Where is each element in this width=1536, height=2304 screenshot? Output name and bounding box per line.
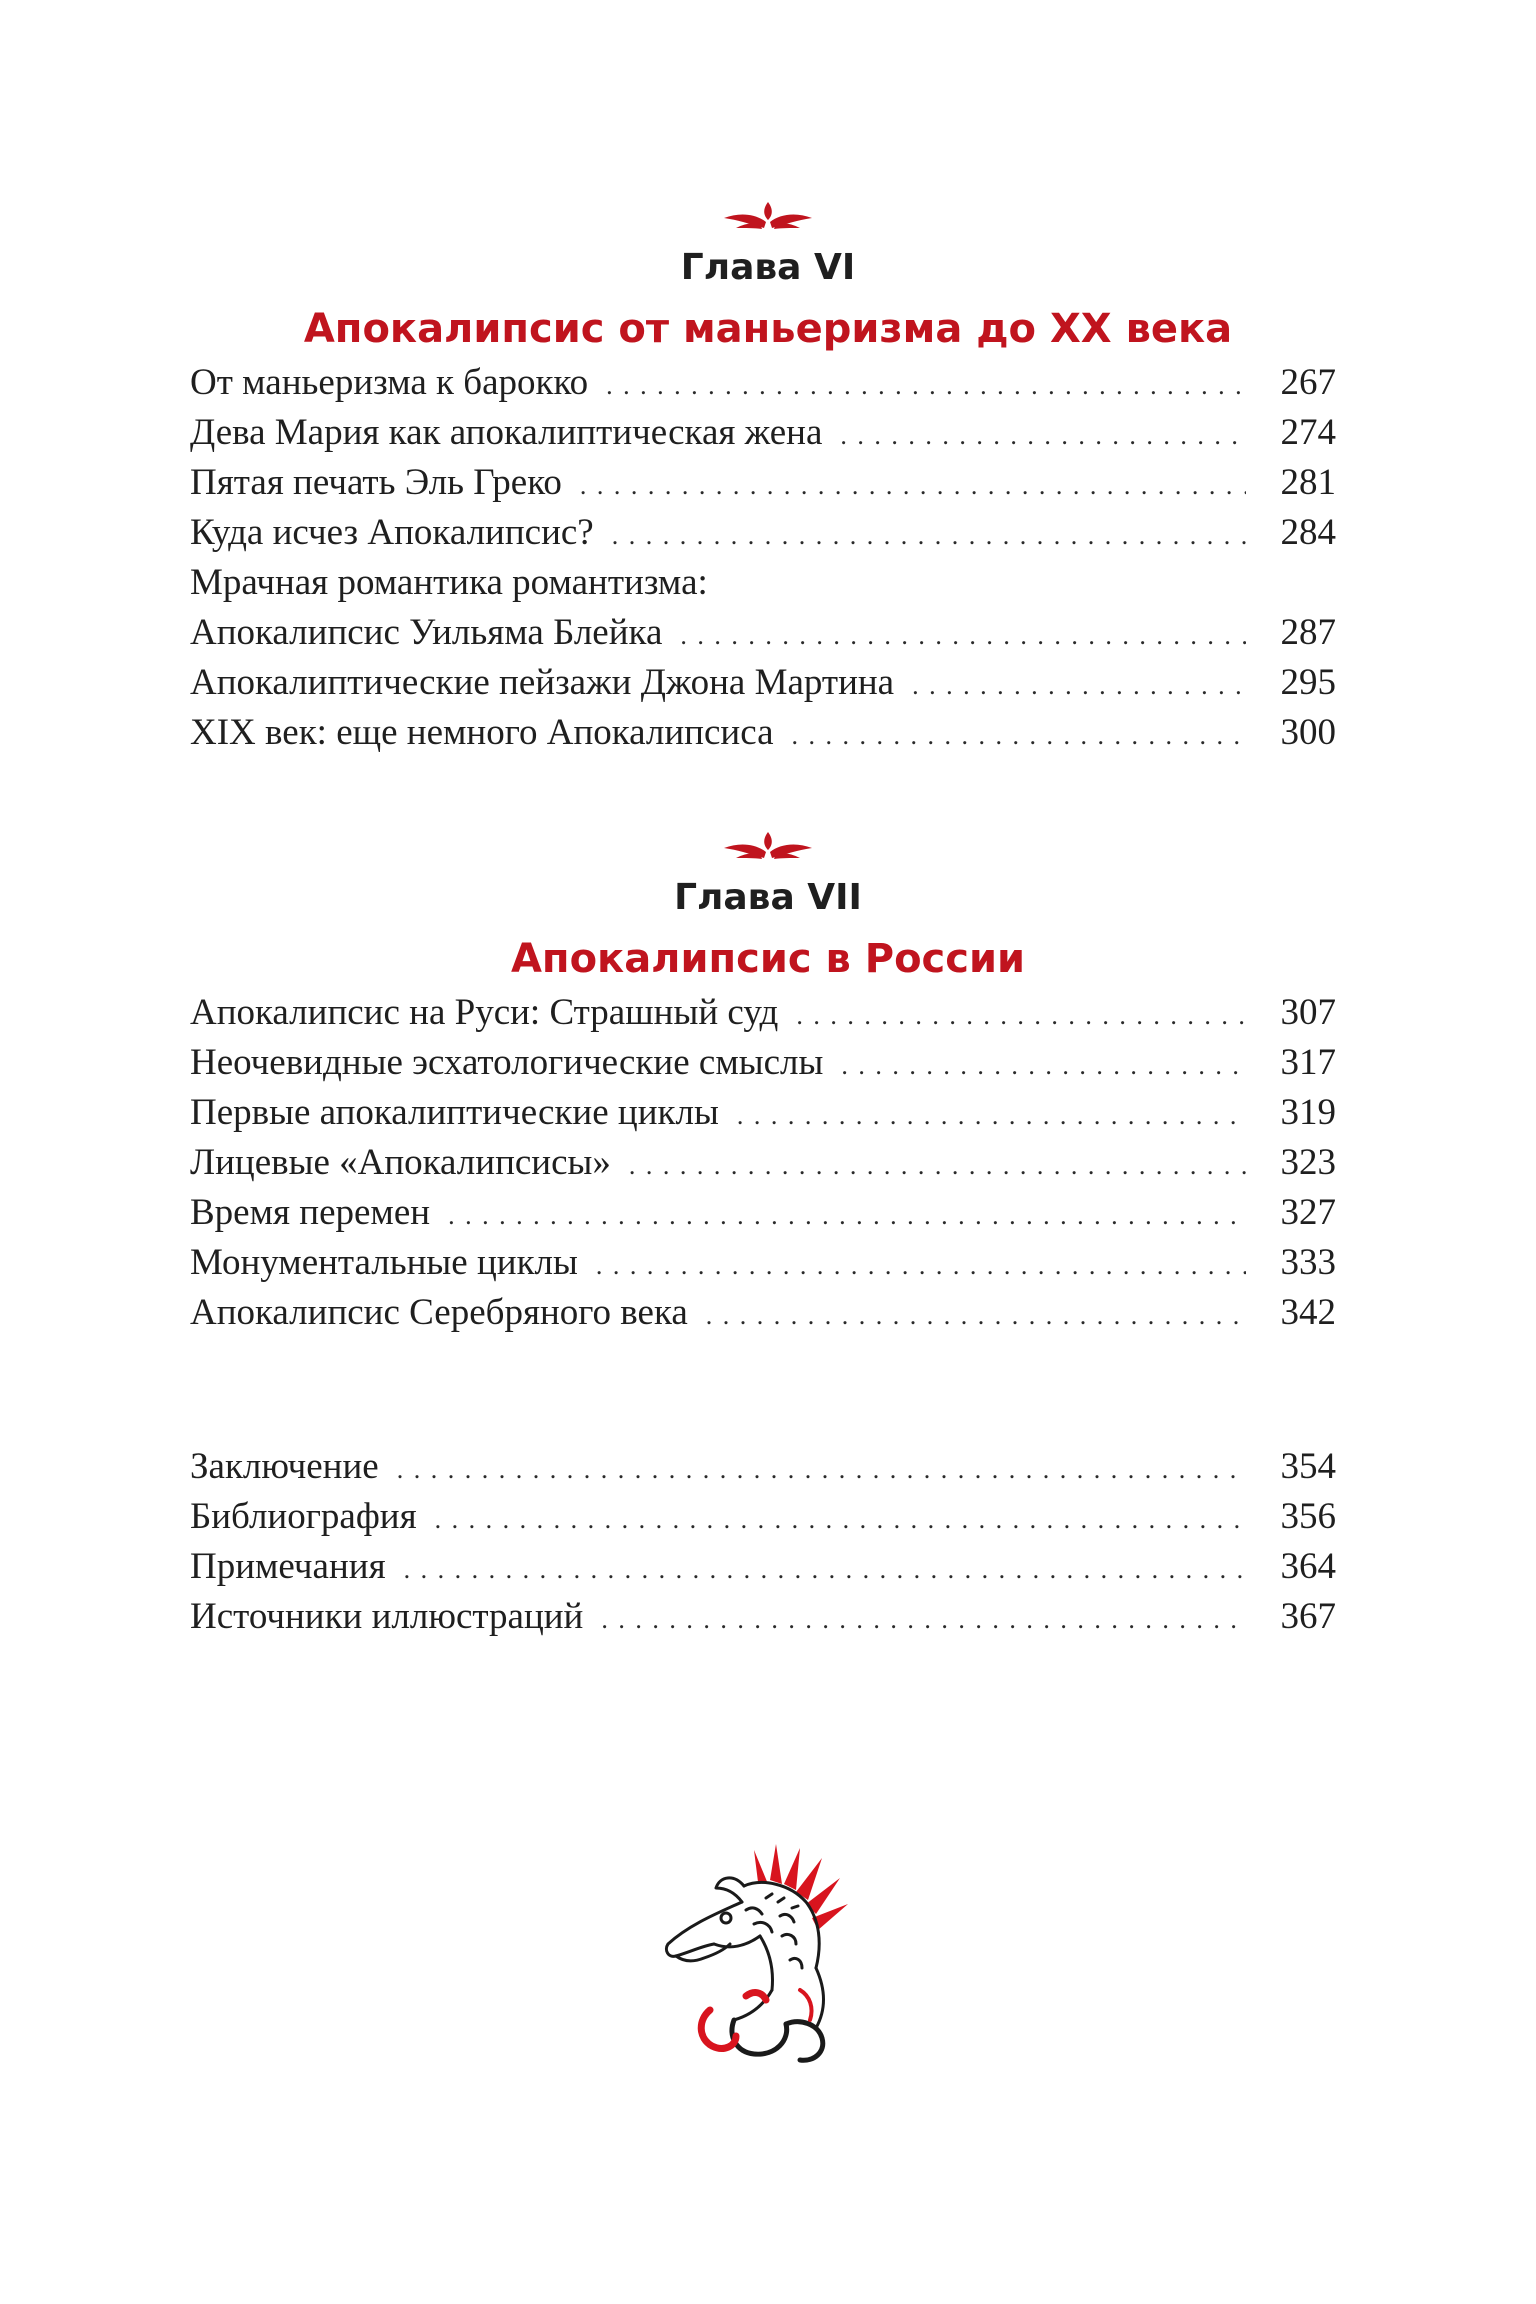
toc-entry-title: XIX век: еще немного Апокалипсиса: [190, 712, 774, 753]
toc-entry-page: 323: [1280, 1142, 1336, 1183]
dot-leader: [629, 1141, 1246, 1191]
toc-entry-page: 274: [1280, 412, 1336, 453]
back-matter-toc-list: [190, 1442, 1336, 1642]
toc-entry[interactable]: [190, 988, 1336, 1038]
toc-entry[interactable]: [190, 458, 1336, 508]
toc-entry-page: 281: [1280, 462, 1336, 503]
dot-leader: [448, 1191, 1246, 1241]
toc-entry-title: Куда исчез Апокалипсис?: [190, 512, 594, 553]
dot-leader: [397, 1445, 1246, 1495]
toc-entry-page: 356: [1280, 1496, 1336, 1537]
toc-entry[interactable]: [190, 708, 1336, 758]
toc-entry-title: Апокалипсис на Руси: Страшный суд: [190, 992, 779, 1033]
toc-entry-page: 367: [1280, 1596, 1336, 1637]
toc-entry-page: 354: [1280, 1446, 1336, 1487]
toc-entry-title: Первые апокалиптические циклы: [190, 1092, 719, 1133]
toc-entry-title: Библиография: [190, 1496, 417, 1537]
toc-entry-page: 295: [1280, 662, 1336, 703]
toc-entry-page: 287: [1280, 612, 1336, 653]
toc-entry-page: 364: [1280, 1546, 1336, 1587]
chapter-title: Апокалипсис в России: [510, 936, 1026, 982]
dot-leader: [912, 661, 1246, 711]
toc-entry[interactable]: [190, 658, 1336, 708]
toc-entry[interactable]: [190, 508, 1336, 558]
toc-entry-title: Мрачная романтика романтизма:: [190, 562, 708, 603]
toc-entry-title: Лицевые «Апокалипсисы»: [190, 1142, 611, 1183]
toc-entry-page: 267: [1280, 362, 1336, 403]
chapter-toc-list: [190, 988, 1336, 1338]
dot-leader: [404, 1545, 1246, 1595]
toc-entry[interactable]: [190, 1492, 1336, 1542]
toc-entry-continued[interactable]: [190, 558, 1336, 608]
toc-entry[interactable]: [190, 1088, 1336, 1138]
toc-entry[interactable]: [190, 1238, 1336, 1288]
toc-entry[interactable]: [190, 408, 1336, 458]
toc-entry-page: 307: [1280, 992, 1336, 1033]
toc-entry[interactable]: [190, 1288, 1336, 1338]
chapter-label: Глава VII: [674, 877, 862, 918]
chapter-title: Апокалипсис от маньеризма до XX века: [303, 306, 1233, 352]
toc-entry-page: 317: [1280, 1042, 1336, 1083]
toc-entry[interactable]: [190, 1592, 1336, 1642]
toc-entry[interactable]: [190, 1442, 1336, 1492]
chapter-toc-list: [190, 358, 1336, 758]
dot-leader: [841, 1041, 1246, 1091]
dot-leader: [596, 1241, 1246, 1291]
toc-entry-title: Источники иллюстраций: [190, 1596, 584, 1637]
toc-entry-title: Неочевидные эсхатологические смыслы: [190, 1042, 824, 1083]
dot-leader: [680, 611, 1246, 661]
dot-leader: [737, 1091, 1246, 1141]
dot-leader: [606, 361, 1246, 411]
toc-entry[interactable]: [190, 1138, 1336, 1188]
dot-leader: [601, 1595, 1246, 1645]
toc-entry-title: От маньеризма к барокко: [190, 362, 589, 403]
toc-entry-title: Апокалипсис Серебряного века: [190, 1292, 688, 1333]
toc-entry-page: 333: [1280, 1242, 1336, 1283]
toc-entry-title: Апокалипсис Уильяма Блейка: [190, 612, 663, 653]
toc-entry-title: Монументальные циклы: [190, 1242, 578, 1283]
dot-leader: [840, 411, 1246, 461]
toc-entry-page: 284: [1280, 512, 1336, 553]
toc-entry[interactable]: [190, 608, 1336, 658]
chapter-label: Глава VI: [680, 247, 856, 288]
toc-entry-title: Заключение: [190, 1446, 379, 1487]
toc-entry-page: 319: [1280, 1092, 1336, 1133]
toc-entry-title: Время перемен: [190, 1192, 431, 1233]
dragon-vignette-icon: [650, 1840, 890, 2080]
dot-leader: [435, 1495, 1246, 1545]
toc-entry[interactable]: [190, 1188, 1336, 1238]
winged-flame-ornament-icon: [718, 828, 818, 862]
winged-flame-ornament-icon: [718, 198, 818, 232]
dot-leader: [706, 1291, 1246, 1341]
toc-entry-page: 327: [1280, 1192, 1336, 1233]
toc-entry-page: 342: [1280, 1292, 1336, 1333]
dot-leader: [580, 461, 1246, 511]
toc-entry[interactable]: [190, 1542, 1336, 1592]
toc-entry-title: Апокалиптические пейзажи Джона Мартина: [190, 662, 895, 703]
toc-entry-title: Примечания: [190, 1546, 386, 1587]
toc-entry[interactable]: [190, 1038, 1336, 1088]
toc-entry-title: Пятая печать Эль Греко: [190, 462, 562, 503]
toc-entry-page: 300: [1280, 712, 1336, 753]
dot-leader: [796, 991, 1246, 1041]
dot-leader: [612, 511, 1246, 561]
toc-entry-title: Дева Мария как апокалиптическая жена: [190, 412, 823, 453]
dot-leader: [792, 711, 1247, 761]
toc-entry[interactable]: [190, 358, 1336, 408]
